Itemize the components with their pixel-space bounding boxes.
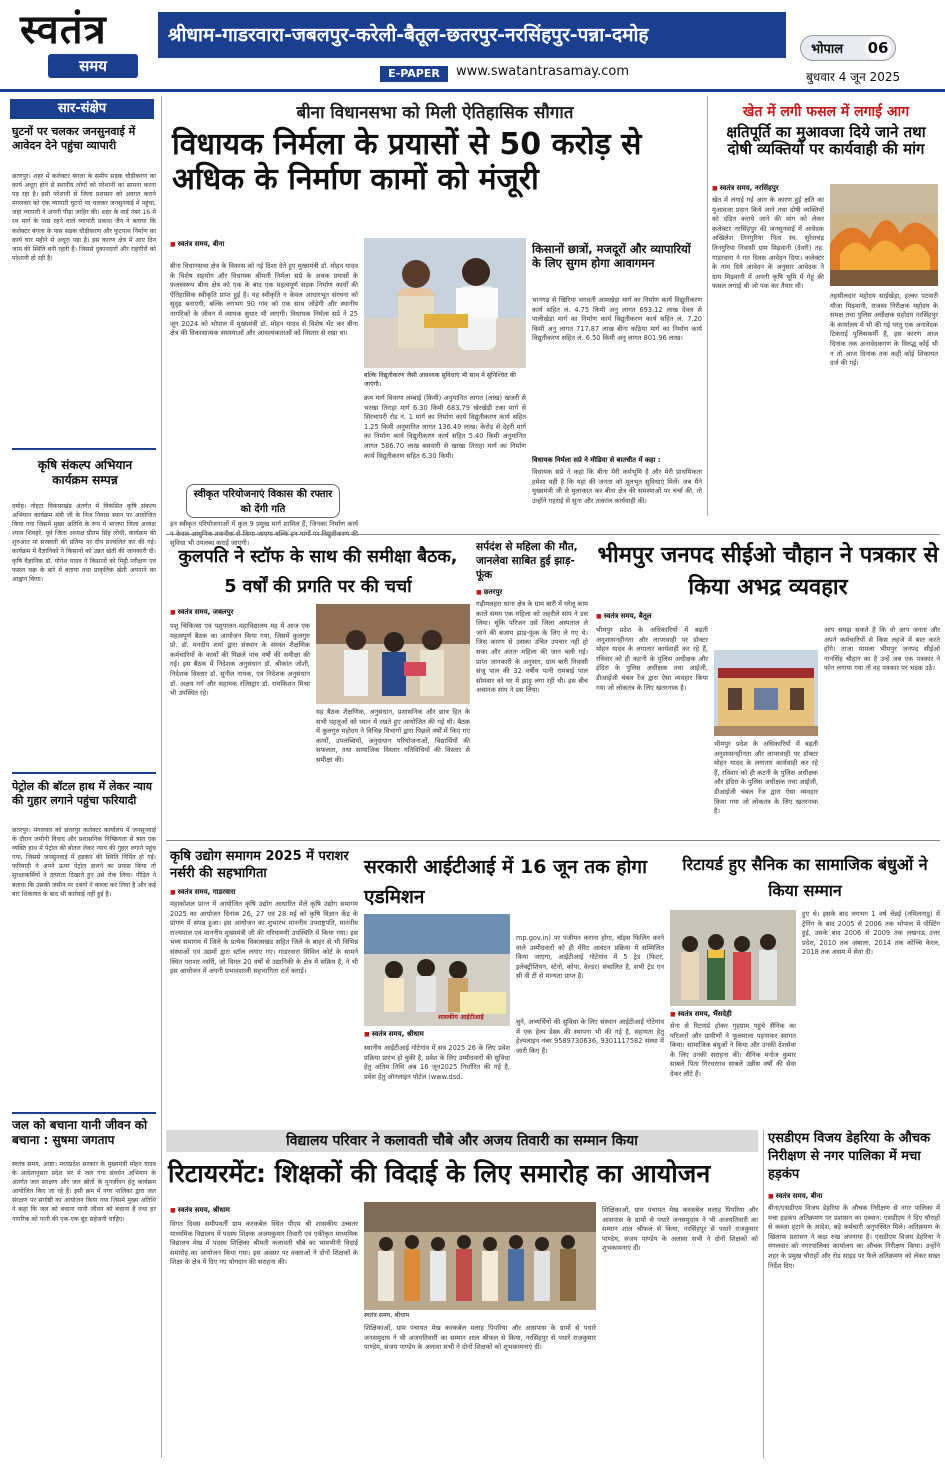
snake-byline: ■ छतरपुर: [476, 588, 502, 597]
edition-badge: [800, 35, 896, 61]
iti-headline[interactable]: सरकारी आईटीआई में 16 जून तक होगा एडमिशन: [364, 856, 647, 908]
iti-byline: ■ स्वतंत्र समय, श्रीधाम: [364, 1030, 424, 1039]
retire-headline[interactable]: रिटायरमेंट: शिक्षकों की विदाई के लिए समारोह का आयोजन: [168, 1159, 711, 1188]
snake-headline[interactable]: सर्पदंश से महिला की मौत, जानलेवा साबित हुई झाड़-फूंक: [476, 541, 578, 581]
ceo-photo: [714, 650, 818, 736]
lead-photo: [364, 238, 526, 368]
brief-headline[interactable]: पेट्रोल की बॉटल हाथ में लेकर न्याय की गुहार लगाने पहुंचा फरियादी: [12, 780, 153, 807]
lead-kicker: बीना विधानसभा को मिली ऐतिहासिक सौगात: [296, 103, 574, 123]
lead-body-2: क्रम मार्ग विवरण लम्बाई (किमी) अनुमानित लागत (लाख) खजरी से भरखा तिराहा मार्ग 6.30 किमी 683.79 खेरखेड़ी टका मार्ग से सिरचापरी रोड नं. 1 मार्ग का निर्माण कार्य विद्युतीकरण कार्य सहित 1.25 किमी अनुमानित लागत 136.49 लाख। केरोड़ से देहरी मार्ग का निर्माण कार्य विद्युतीकरण कार्य सहित 5.40 किमी अनुमानित लागत 586.70 लाख बसवारी से खाखा तिराहा मार्ग का निर्माण कार्य विद्युतीकरण सहित 6.30 किमी।: [364, 394, 526, 460]
brief-body: दमोह। नोहटा विकासखंड अंतर्गत में विकसित कृषि संकल्प अभियान कार्यक्रम मंत्री जी के निज निवास स्थान पर आयोजित किया गया जिसमें मुख्य अतिथि के रूप में भाजपा जिला अध्यक्ष श्याम शिवहरे, पूर्व जिला अध्यक्ष प्रीतम सिंह लोधी, कार्यक्रम की शुरुआत मां सरस्वती की प्रतिमा पर दीप प्रज्वलित कर की गई। कार्यक्रम में वैज्ञानिकों ने किसानों को उन्नत खेती की जानकारी दी। कृषि वैज्ञानिक डॉ. योगेश यादव ने किसानों को मिट्टी परीक्षण एवं फसल चक्र के बारे में बताया तथा प्राकृतिक खेती अपनाने का आह्वान किया।: [12, 503, 156, 583]
fire-byline: ■ स्वतंत्र समय, नरसिंहपुर: [712, 184, 779, 193]
fire-body-1: खेत में लगाई गई आग के कारण हुई क्षति का मुआवजा प्रदान किये जाने तथा दोषी व्यक्तियों को दंडित कराये जाने की मांग को लेकर कलेक्टर नरसिंहपुर की जनसुनवाई में आवेदक अखिलेश तिनगुरिया पिता स्व. सुरेशचंद्र तिनगुरिया निवासी ग्राम मिढ़वानी (देवरी) तह. गाडरवारा ने गत दिवस आवेदन दिया। कलेक्टर के नाम दिये आवेदन के अनुसार आवेदक ने ग्राम मिढ़वानी में अपनी कृषि भूमि में गेहूं की फसल लगाई थी जो पक कर तैयार थी।: [712, 196, 824, 291]
brief-separator: [12, 448, 156, 450]
vc-byline: ■ स्वतंत्र समय, जबलपुर: [170, 608, 234, 617]
soldier-headline[interactable]: रिटायर्ड हुए सैनिक का सामाजिक बंधुओं ने किया सम्मान: [682, 855, 928, 900]
ceo-body-1: भीमपुर प्रदेश के अधिकारियों में बढ़ती अनुशासनहीनता और लापरवाही पर डॉक्टर मोहन यादव के लगातार कार्यवाही कर रहे हैं, रविवार को ही कटनी के पुलिस अधीक्षक और इंदिरा के पुलिस अधीक्षक तथा आईजी, डीआईजी चंबल रेंज द्वारा ऐसा व्यवहार किया गया जो लोकतंत्र के लिए खतरनाक है।: [596, 626, 708, 692]
brief-body: छतरपुर। मंगलवार को छतरपुर कलेक्टर कार्यालय में जनसुनवाई के दौरान जमीनी विवाद और प्रशासनिक निष्क्रियता से त्रस्त एक व्यक्ति हाथ में पेट्रोल की बोतल लेकर न्याय की गुहार लगाने पहुंच गया, जिससे जनसुनवाई में हड़कंप की स्थिति निर्मित हो गई। फरियादी ने अपने ऊपर पेट्रोल डालने का प्रयास किया तो सुरक्षाकर्मियों ने तत्परता दिखाते हुए उसे रोक लिया। पीड़ित ने बताया कि उसकी जमीन पर दबंगों ने कब्जा कर लिया है और कई बार शिकायत के बाद भी कार्रवाई नहीं हुई है।: [12, 827, 156, 898]
vc-body-2: यह बैठक शैक्षणिक, अनुसंधान, प्रशासनिक और छात्र हित के सभी पहलुओं को ध्यान में रखते हुए आयोजित की गई थी। बैठक में कुलगुरु महोदय ने विभिन्न विभागों द्वारा पिछले वर्षों में किए गए कार्यों, उपलब्धियों, अनुसंधान परियोजनाओं, विद्यार्थियों की सफलता, तथा सामाजिक विस्तार गतिविधियों की विस्तार से समीक्षा की।: [316, 708, 470, 764]
brief-headline[interactable]: कृषि संकल्प अभियान कार्यक्रम सम्पन्न: [37, 458, 133, 487]
fire-photo: [830, 184, 938, 286]
section-rule: [166, 840, 940, 841]
fire-kicker: खेत में लगी फसल में लगाई आग: [742, 104, 910, 120]
ceo-body-1b: भीमपुर प्रदेश के अधिकारियों में बढ़ती अनुशासनहीनता और लापरवाही पर डॉक्टर मोहन यादव के लगातार कार्यवाही कर रहे हैं, रविवार को ही कटनी के पुलिस अधीक्षक और इंदिरा के पुलिस अधीक्षक तथा आईजी, डीआईजी चंबल रेंज द्वारा ऐसा व्यवहार किया गया जो लोकतंत्र के लिए खतरनाक है।: [714, 740, 818, 816]
ceo-body-2: आप समझ सकते है कि वो आप जनता और अपने कर्मचारियों से किस लहजे में बात करते होंगे। ताजा मामला भीमपुर जनपद सीईओ नानसिंह चौहान का है उन्हें जब एक पत्रकार ने फोन लगाया गया तो वह पत्रकार पर भड़क उठे।: [824, 626, 940, 673]
vc-photo: [316, 604, 470, 704]
retire-kicker: विद्यालय परिवार ने कलावती चौबे और अजय तिवारी का सम्मान किया: [166, 1130, 758, 1152]
soldier-body-2: हुए थे। इसके बाद लगभग 1 वर्ष चेन्नई (तमिलनाडु) में ट्रेनिंग के बाद 2005 से 2006 तक भोपाल में पोस्टिंग हुई, उसके बाद 2006 से 2009 तक लखनऊ उत्तर प्रदेश, 2010 तक अंबाला, 2014 तक कोच्चि केरल, 2018 तक असम में सेवा दी।: [802, 910, 940, 957]
soldier-byline: ■ स्वतंत्र समय, भैंसदेही: [670, 1010, 732, 1019]
brief-body: छतरपुर। शहर में कलेक्टर बंगला के समीप सड़क चौड़ीकरण का कार्य अधूरा होने से स्थानीय लोगों को परेशानी का सामना करना पड़ रहा है। इसी परेशानी से जिला प्रशासन को अवगत कराने मंगलवार को एक व्यापारी घुटनों पर चलकर जनसुनवाई में पहुंचा, जहां व्यापारी ने अपनी पीड़ा जाहिर की। शहर के वार्ड नंबर 16 में रथ मार्ग के पास रहने वाले व्यापारी प्रकाश जैन ने बताया कि कलेक्टर बंगला के पास सड़क चौड़ीकरण और फुटपाथ निर्माण का कार्य चार महीने से अधूरा पड़ा है। इस कारण क्षेत्र में आए दिन जाम की स्थिति बनी रहती है। जिससे दुकानदारों और राहगीरों को परेशानी हो रही है।: [12, 173, 156, 262]
lead-photo-caption: बल्कि विद्युतीकरण जैसी आवश्यक सुविधाएं भी साथ में सुनिश्चित की जाएंगी।: [364, 372, 517, 388]
issue-date: बुधवार 4 जून 2025: [806, 70, 901, 84]
ceo-headline[interactable]: भीमपुर जनपद सीईओ चौहान ने पत्रकार से किया अभद्र व्यवहार: [597, 543, 939, 600]
sdm-headline[interactable]: एसडीएम विजय डेहरिया के औचक निरीक्षण से नगर पालिका में मचा हड़कंप: [768, 1131, 931, 1182]
iti-body-3: चुने, अभ्यर्थियों की सुविधा के लिए संस्थान आईटीआई गोटेगांव में एक हेल्प डेस्क की स्थापना भी की गई है, सहायता हेतु हेल्पलाइन नंबर 9589730636, 9301117582 संस्था में जारी किए हैं।: [516, 1018, 664, 1055]
soldier-body-1: सेना से रिटायर्ड होकर गृहग्राम पहुंचे सैनिक का परिजनों और ग्रामीणों ने फूलमाला पहनाकर स्वागत किया। सामाजिक बंधुओं ने किया और उनकी देशसेवा के लिए उनकी सराहना की। सैनिक मनोज कुमार साबले पिता गिरधरराव साबले उन्नीस वर्षों की सेवा देकर लौटे हैं।: [670, 1022, 796, 1078]
page-number: 06: [865, 37, 891, 59]
brief-body: स्वतंत्र समय, आष्टा। मध्यप्रदेश सरकार के मुख्यमंत्री मोहन यादव के आदेशानुसार प्रदेश भर में जल गंगा संवर्धन अभियान के अंतर्गत जल संरक्षण और जल स्रोतों के पुनर्जीवन हेतु कार्यक्रम आयोजित किए जा रहे हैं। इसी क्रम में नगर पालिका द्वारा जल संरक्षण पर संगोष्ठी का आयोजन किया गया जिसमें मुख्य अतिथि ने कहा कि जल को बचाना यानी जीवन को बचाना है तथा हर नागरिक को पानी की एक-एक बूंद सहेजनी चाहिए।: [12, 1161, 156, 1223]
section-rule: [166, 534, 940, 535]
snake-body: गढ़ीमलहरा थाना क्षेत्र के ग्राम बारी में घरेलू काम करते समय एक महिला को जहरीले सांप ने डस लिया। चूंकि परिजन उसे जिला अस्पताल ले जाने की बजाय झाड़-फूंक के लिए ले गए थे। जिस कारण से उसका उचित उपचार नहीं हो सका और अंततः महिला की जान चली गई। प्राप्त जानकारी के अनुसार, ग्राम बारी निवासी संजू पाल की 32 वर्षीय पत्नी रामबाई पाल सोमवार को घर में झाड़ू लगा रही थी। इस बीच अचानक सांप ने डस लिया।: [476, 600, 588, 695]
vc-body-1: पशु चिकित्सा एवं पशुपालन महाविद्यालय मह में आज एक महत्वपूर्ण बैठक का आयोजन किया गया, जिसमें कुलगुरु प्रो. डॉ. मनदीप शर्मा द्वारा संस्थान के समस्त शैक्षणिक कर्मचारियों के कार्यों की पिछले पांच वर्षों की समीक्षा की गई। इस बैठक में निदेशक अनुसंधान डॉ. श्रीकांत जोशी, निदेशक विस्तार डॉ. सुनील नायक, एवं निदेशक अनुसंधान डॉ. अक्षय गर्ग और सहायक रजिस्ट्रार डॉ. रामकिशन मिश्रा भी उपस्थित रहे।: [170, 622, 310, 698]
lead-side-subhead: विधायक निर्मला सप्रे ने मीडिया से बातचीत में कहा :: [532, 456, 661, 464]
lead-side-headline[interactable]: किसानों छात्रों, मजदूरों और व्यापारियों के लिए सुगम होगा आवागमन: [532, 242, 691, 271]
retire-photo-caption: स्वतंत्र समय, श्रीधाम: [364, 1312, 410, 1319]
epaper-tag[interactable]: E-PAPER: [380, 66, 448, 82]
retire-body-1: विगत दिवस समीपवर्ती ग्राम करकबेल स्थित पीएम श्री शासकीय उच्चतर माध्यमिक विद्यालय में पदस्थ शिक्षक अजयकुमार तिवारी एवं एकीकृत माध्यमिक विद्यालय मेख में पदस्थ शिक्षिका श्रीमती कलावती चौबे का भावभीनी विदाई समारोह का आयोजन किया गया। इस अवसर पर वक्ताओं ने दोनों शिक्षकों के शिक्षा के क्षेत्र में दिए गए योगदान की सराहना की।: [170, 1220, 358, 1267]
sidebar-header: सार-संक्षेप: [10, 99, 154, 119]
fire-body-2: तहसीलदार महोदय साईखेड़ा, हल्का पटवारी मौजा मिढ़वानी, राजस्व निरीक्षक महोदय के समक्ष तथा पुलिस अधीक्षक महोदय नरसिंहपुर के कार्यालय में भी की गई परंतु एक अनावेदक टिकराई पुलिसकर्मी है, इस कारण आज दिनांक तक अनावेदकगण के विरुद्ध कोई भी न तो आज दिनांक तक कहीं कोई शिकायत दर्ज की गई।: [830, 292, 938, 368]
sdm-byline: ■ स्वतंत्र समय, बीना: [768, 1192, 822, 1201]
sdm-body: बीना/एसडीएम विजय डेहरिया के औचक निरीक्षण से नगर पालिका में मचा हड़कंप अतिक्रमण पर प्रशासन का एक्शन: एसडीएम ने दिए चौराहों से कब्जा हटाने के आदेश, बड़े कर्मचारी अनुपस्थित मिले। अतिक्रमण के खिलाफ प्रशासन ने कड़ा रुख अपनाया है। एसडीएम विजय डेहरिया ने मंगलवार को नगरपालिका कार्यालय का औचक निरीक्षण किया। उन्होंने शहर के प्रमुख चौराहों और रोड साइड पर फैले अतिक्रमण को लेकर सख्त निर्देश दिए।: [768, 1204, 940, 1270]
brief-separator: [12, 772, 156, 774]
newspaper-logo-sub: समय: [48, 54, 138, 78]
fire-headline[interactable]: क्षतिपूर्ति का मुआवजा दिये जाने तथा दोषी व्यक्तियों पर कार्यवाही की मांग: [726, 123, 926, 159]
brief-separator: [12, 1112, 156, 1114]
retire-body-2: शिक्षिकाओं, ग्राम पंचायत मेख करकबेल मलाह पिपरिया और आसपास के ग्रामों से पधारे जनसमुदाय ने भी अजयतिवारी का सम्मान शाल श्रीफल से किया, नरसिंहपुर से पधारे राजकुमार पाण्डेय, संजय पाण्डेय के अलावा सभी ने दोनों शिक्षकों को शुभकामनाएं दीं।: [602, 1206, 758, 1253]
agri-body: महाकोशल प्रान्त में आयोजित कृषि उद्योग आधारित मेले कृषि उद्योग समागम 2025 का आयोजन दिनांक 26, 27 एवं 28 मई को कृषि विज्ञान केंद्र के प्रांगण में संपन्न हुआ। इस आयोजन का शुभारंभ माननीय उपराष्ट्रपति, माननीय राज्यपाल एवं माननीय मुख्यमंत्री जी की गरिमामयी उपस्थिति में किया गया। इस भव्य समागम में जिले के प्रत्येक विकासखंड सहित जिले के बाहर से भी विभिन्न संस्थाओं एवं उद्यमों द्वारा स्टॉल लगाए गए। गाडरवारा सिविल कोर्ट के सामने स्थित पराशर नर्सरी, जो विगत 20 वर्षों से उद्यानिकी के क्षेत्र में सक्रिय है, ने भी इस आयोजन में अपनी प्रभावशाली सहभागिता दर्ज कराई।: [170, 900, 358, 976]
column-divider: [707, 96, 708, 516]
lead-side-body-2: विधायक सप्रे ने कहा कि बीना मेरी कर्मभूमि है और मेरी प्राथमिकता हमेशा यही है कि यहां की जनता को मूलभूत सुविधाएं मिलें। जब मैंने मुख्यमंत्री जी से मुलाकात कर बीना क्षेत्र की समस्याओं पर चर्चा की, तो उन्होंने गहराई से सुना और तत्काल कार्यवाही की।: [532, 468, 702, 505]
lead-body-1: बीना विधानसभा क्षेत्र के विकास को नई दिशा देते हुए मुख्यमंत्री डॉ. मोहन यादव के विशेष सहयोग और विधायक श्रीमती निर्मला सप्रे के अथक प्रयासों के फलस्वरूप बीना क्षेत्र को एक के बाद एक महत्वपूर्ण सड़क निर्माण कार्यों की ऐतिहासिक स्वीकृति प्राप्त हुई है। यह स्वीकृति न केवल आधारभूत संरचना को सुदृढ़ बनाएगी, बल्कि लगभग 90 गांव को एक साथ जोड़ेगी और स्थानीय नागरिकों के जीवन में व्यापक सुधार भी लाएगी। विधायक निर्मला सप्रे ने 25 जून 2024 को भोपाल में मुख्यमंत्री डॉ. मोहन यादव से विशेष भेंट कर बीना क्षेत्र की विकासात्मक समस्याओं और आवश्यकताओं को विस्तार से रखा था।: [170, 262, 358, 338]
ceo-byline: ■ स्वतंत्र समय, बैतूल: [596, 612, 651, 621]
iti-photo-label: शासकीय आईटीआई: [438, 1014, 484, 1021]
retire-body-1b: शिक्षिकाओं, ग्राम पंचायत मेख करकबेल मलाह पिपरिया और आसपास के ग्रामों से पधारे जनसमुदाय ने भी अजयतिवारी का सम्मान शाल श्रीफल से किया, नरसिंहपुर से पधारे राजकुमार पाण्डेय, संजय पाण्डेय के अलावा सभी ने दोनों शिक्षकों को शुभकामनाएं दीं।: [364, 1324, 596, 1352]
brief-headline[interactable]: घुटनों पर चलकर जनसुनवाई में आवेदन देने पहुंचा व्यापारी: [12, 125, 136, 152]
column-divider: [161, 96, 162, 1458]
lead-body-3: इन स्वीकृत परियोजनाओं में कुल 9 प्रमुख मार्ग शामिल हैं, जिनका निर्माण कार्य सुविधा भी उपलब्ध कराई जाएगी।: [170, 520, 358, 548]
brief-headline[interactable]: जल को बचाना यानी जीवन को बचाना : सुषमा जगताप: [12, 1118, 148, 1147]
lead-headline[interactable]: विधायक निर्मला के प्रयासों से 50 करोड़ से अधिक के निर्माण कामों को मंजूरी: [172, 127, 642, 197]
agri-headline[interactable]: कृषि उद्योग समागम 2025 में पराशर नर्सरी की सहभागिता: [170, 849, 349, 881]
website-link[interactable]: www.swatantrasamay.com: [456, 64, 630, 79]
iti-body-1: स्थानीय आईटीआई गोटेगांव में सत्र 2025 26 के लिए प्रवेश प्रक्रिया प्रारंभ हो चुकी है, प्रवेश के लिए उम्मीदवारों की सुविधा हेतु अंतिम तिथि अब 16 जून2025 निर्धारित की गई है, प्रवेश हेतु ऑनलाइन पोर्टल (www.dsd.: [364, 1044, 510, 1081]
agri-byline: ■ स्वतंत्र समय, गाडरवारा: [170, 888, 236, 897]
column-divider: [763, 1130, 764, 1458]
soldier-photo: [670, 910, 796, 1006]
lead-subhead: स्वीकृत परियोजनाएं विकास की रफ्तार को देंगी गति: [186, 484, 340, 518]
retire-photo: [364, 1202, 596, 1310]
vc-headline[interactable]: कुलपति ने स्टॉफ के साथ की समीक्षा बैठक, 5 वर्षों की प्रगति पर की चर्चा: [178, 547, 458, 597]
iti-body-2: mp.gov.in) पर पंजीयन कराना होगा, चॉइस फिलिंग करने वाले उम्मीदवारों को ही मेरिट आवंटन प्रक्रिया में सम्मिलित किया जाएगा, आईटीआई गोटेगांव में 5 ट्रेड (फिटर, इलेक्ट्रीशियन, स्टेनो, कोपा, वेल्डर) संचालित है, सभी ट्रेड एन सी वी टी से मान्यता प्राप्त है।: [516, 934, 664, 981]
retire-byline: ■ स्वतंत्र समय, श्रीधाम: [170, 1206, 230, 1215]
lead-side-body: भानगढ़ से खिरिया भगवती आमखेड़ा मार्ग का निर्माण कार्य विद्युतीकरण कार्य सहित लं. 4.75 किमी अनु लागत 693.12 लाख देवल से पालीखेड़ा मार्ग का निर्माण कार्य विद्युतीकरण कार्य सहित लं. 7.20 किमी अनु लागत 717.87 लाख बीना कठिया मार्ग का निर्माण कार्य विद्युतीकरण सहित लं. 6.50 किमी अनु लागत 801.96 लाख।: [532, 296, 702, 343]
newspaper-logo[interactable]: स्वतंत्र: [20, 6, 107, 53]
edition-cities-bar: श्रीधाम-गाडरवारा-जबलपुर-करेली-बैतूल-छतरपुर-नरसिंहपुर-पन्ना-दमोह: [158, 12, 786, 58]
lead-byline: ■ स्वतंत्र समय, बीना: [170, 240, 224, 249]
edition-city: भोपाल: [811, 42, 844, 57]
iti-photo: [364, 914, 510, 1026]
